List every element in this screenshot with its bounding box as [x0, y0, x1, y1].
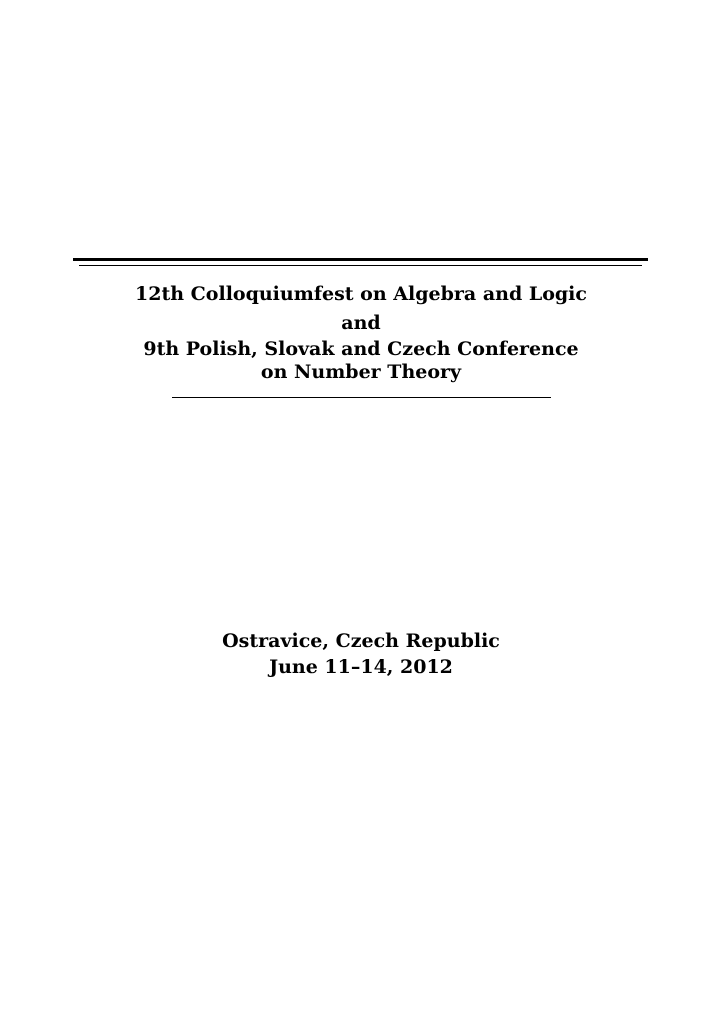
title-line-1: 12th Colloquiumfest on Algebra and Logic — [135, 283, 587, 305]
venue-dates: June 11–14, 2012 — [269, 656, 453, 678]
title-line-4: on Number Theory — [260, 361, 462, 383]
title-line-3: 9th Polish, Slovak and Czech Conference — [143, 338, 579, 360]
venue-info — [0, 628, 722, 680]
top-thick-rule — [73, 258, 648, 261]
title-line-2: and — [341, 312, 381, 334]
top-thin-rule — [79, 265, 642, 266]
conference-title — [0, 280, 722, 384]
venue-place: Ostravice, Czech Republic — [222, 630, 500, 652]
title-underline-rule — [172, 397, 551, 398]
